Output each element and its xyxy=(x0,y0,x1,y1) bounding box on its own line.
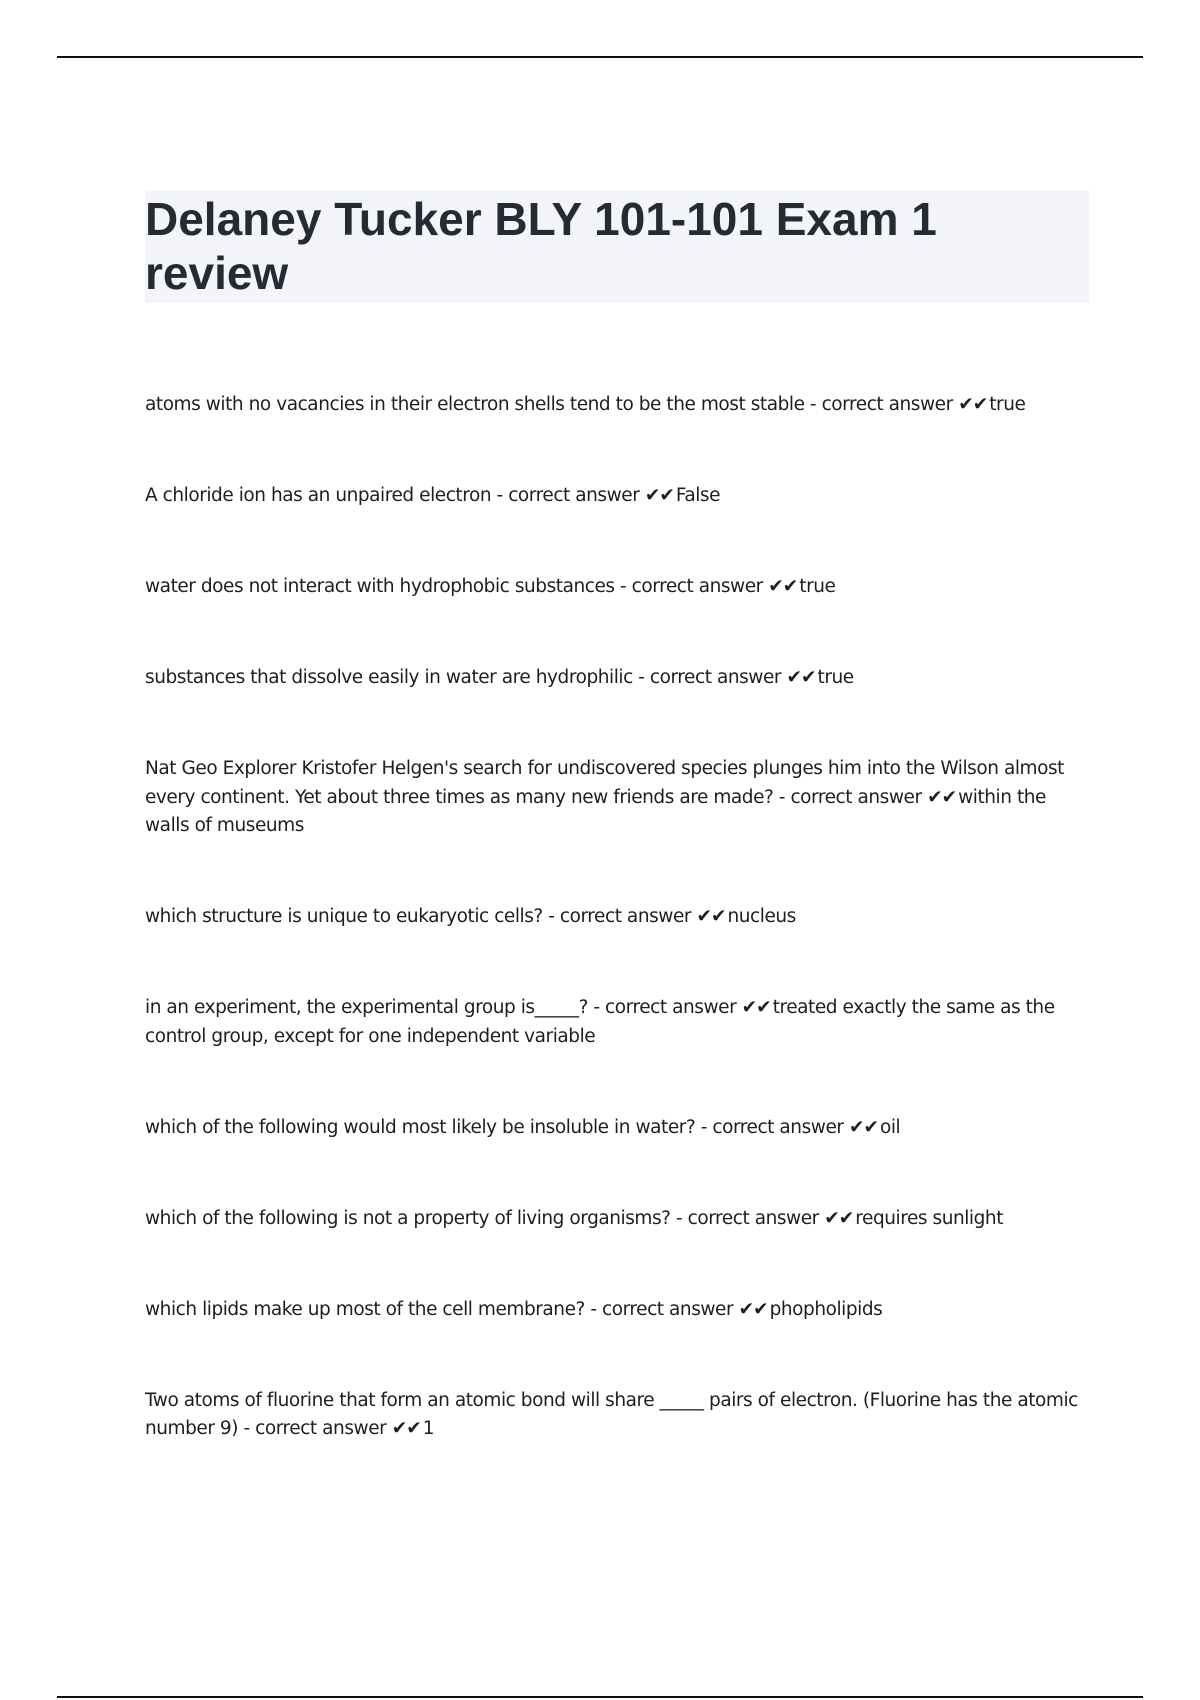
document-title: Delaney Tucker BLY 101-101 Exam 1 review xyxy=(145,193,937,299)
question-text: water does not interact with hydrophobic substances - correct answer xyxy=(145,576,763,597)
qa-item xyxy=(145,391,1080,420)
qa-list xyxy=(145,391,1080,1444)
top-divider xyxy=(57,56,1143,58)
answer-text: true xyxy=(817,667,854,688)
check-icon: ✔✔ xyxy=(958,394,988,415)
question-text: atoms with no vacancies in their electron shells tend to be the most stable - correct answer xyxy=(145,394,953,415)
question-text: which lipids make up most of the cell membrane? - correct answer xyxy=(145,1298,734,1320)
qa-item xyxy=(145,1114,1080,1143)
qa-item xyxy=(145,1387,1080,1444)
check-icon: ✔✔ xyxy=(741,997,771,1018)
question-text: Two atoms of fluorine that form an atomic bond will share _____ pairs of electron. (Fluorine has the atomic number 9) - correct answer xyxy=(145,1389,1078,1439)
question-text: which structure is unique to eukaryotic cells? - correct answer xyxy=(145,906,692,927)
answer-text: treated exactly the same as the control group, except for one independent variable xyxy=(145,997,1055,1047)
answer-text: within the walls of museums xyxy=(145,786,1046,836)
answer-text: phopholipids xyxy=(769,1298,883,1320)
qa-item xyxy=(145,573,1080,602)
answer-text: 1 xyxy=(422,1418,435,1439)
check-icon: ✔✔ xyxy=(696,906,726,927)
question-text: Nat Geo Explorer Kristofer Helgen's search for undiscovered species plunges him into the Wilson almost every continent. Yet about three times as many new friends are made? - correct answer xyxy=(145,758,1064,808)
title-block xyxy=(145,190,1089,303)
qa-item xyxy=(145,903,1080,932)
question-text: in an experiment, the experimental group is_____? - correct answer xyxy=(145,997,737,1018)
question-text: which of the following would most likely be insoluble in water? - correct answer xyxy=(145,1116,844,1138)
check-icon: ✔✔ xyxy=(768,576,798,597)
check-icon: ✔✔ xyxy=(391,1418,421,1439)
answer-text: oil xyxy=(880,1116,901,1138)
check-icon: ✔✔ xyxy=(927,786,957,808)
answer-text: true xyxy=(989,394,1026,415)
qa-item xyxy=(145,664,1080,693)
answer-text: requires sunlight xyxy=(855,1207,1003,1229)
bottom-divider xyxy=(57,1696,1143,1698)
check-icon: ✔✔ xyxy=(644,485,674,506)
answer-text: true xyxy=(799,576,836,597)
qa-item xyxy=(145,755,1080,841)
qa-item xyxy=(145,994,1080,1051)
qa-item xyxy=(145,1205,1080,1234)
answer-text: nucleus xyxy=(727,906,796,927)
question-text: A chloride ion has an unpaired electron - correct answer xyxy=(145,485,640,506)
qa-item xyxy=(145,482,1080,511)
check-icon: ✔✔ xyxy=(824,1207,854,1229)
check-icon: ✔✔ xyxy=(786,667,816,688)
answer-text: False xyxy=(675,485,721,506)
check-icon: ✔✔ xyxy=(738,1298,768,1320)
qa-item xyxy=(145,1296,1080,1325)
check-icon: ✔✔ xyxy=(848,1116,878,1138)
question-text: substances that dissolve easily in water are hydrophilic - correct answer xyxy=(145,667,782,688)
question-text: which of the following is not a property of living organisms? - correct answer xyxy=(145,1207,819,1229)
